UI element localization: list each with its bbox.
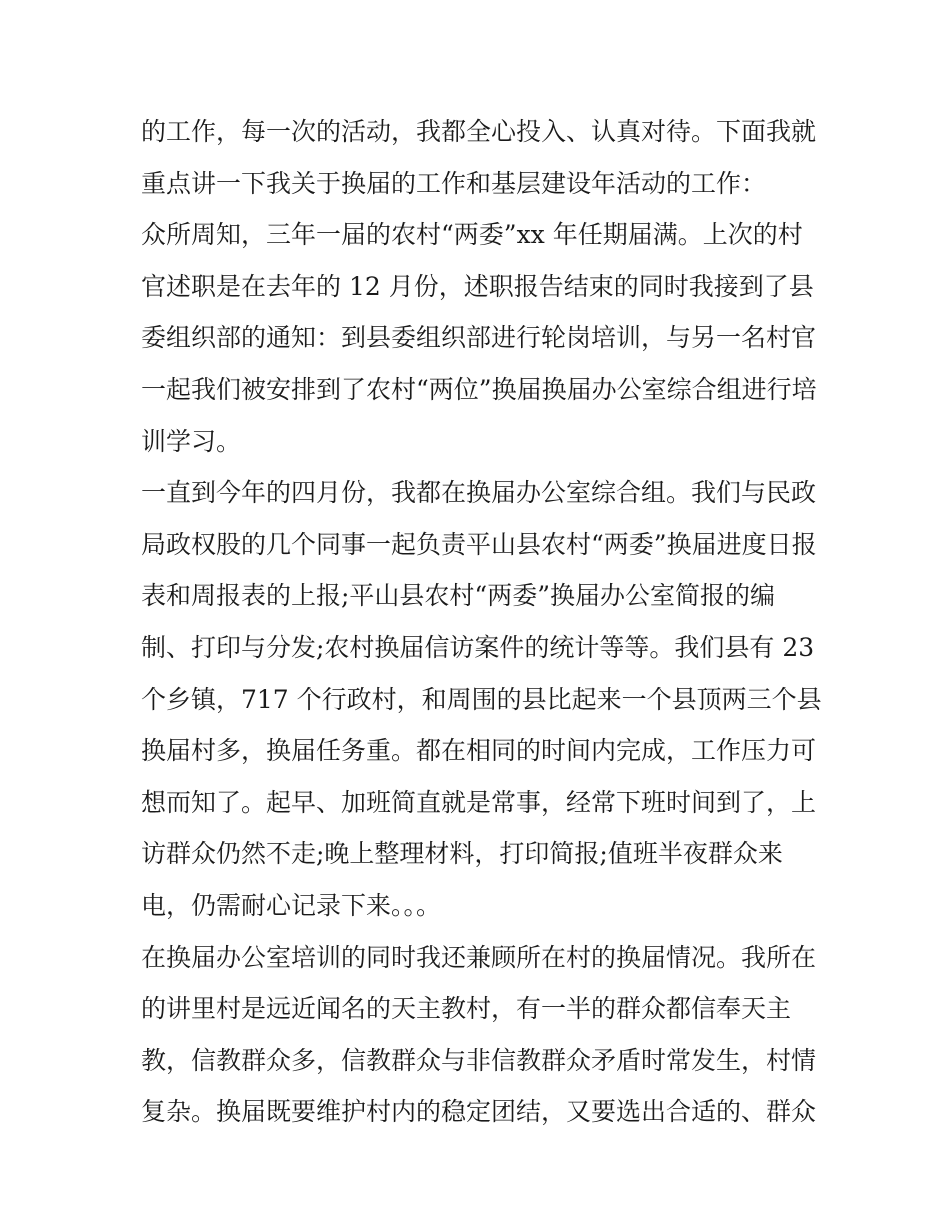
text-line: 教，信教群众多，信教群众与非信教群众矛盾时常发生，村情 [141,1045,817,1075]
text-line: 在换届办公室培训的同时我还兼顾所在村的换届情况。我所在 [141,942,817,972]
body-text [141,106,821,1138]
text-line: 想而知了。起早、加班简直就是常事，经常下班时间到了，上 [141,787,817,817]
text-line: 制、打印与分发;农村换届信访案件的统计等等。我们县有 23 [141,632,815,662]
text-line: 换届村多，换届任务重。都在相同的时间内完成，工作压力可 [141,736,817,766]
text-line: 的讲里村是远近闻名的天主教村，有一半的群众都信奉天主 [141,994,792,1024]
text-line: 官述职是在去年的 12 月份，述职报告结束的同时我接到了县 [141,271,814,301]
text-line: 众所周知，三年一届的农村“两委”xx 年任期届满。上次的村 [141,220,803,250]
text-line: 电，仍需耐心记录下来。。。 [141,890,442,920]
text-line: 训学习。 [141,426,242,456]
text-line: 表和周报表的上报;平山县农村“两委”换届办公室简报的编 [141,581,775,611]
text-line: 一起我们被安排到了农村“两位”换届换届办公室综合组进行培 [141,374,817,404]
text-line: 委组织部的通知：到县委组织部进行轮岗培训，与另一名村官 [141,323,817,353]
text-line: 重点讲一下我关于换届的工作和基层建设年活动的工作： [141,168,767,198]
text-line: 一直到今年的四月份，我都在换届办公室综合组。我们与民政 [141,478,817,508]
text-line: 局政权股的几个同事一起负责平山县农村“两委”换届进度日报 [141,529,817,559]
text-line: 复杂。换届既要维护村内的稳定团结，又要选出合适的、群众 [141,1097,817,1127]
text-line: 的工作，每一次的活动，我都全心投入、认真对待。下面我就 [141,117,817,146]
text-line: 访群众仍然不走;晚上整理材料，打印简报;值班半夜群众来 [141,839,783,869]
text-line: 个乡镇，717 个行政村，和周围的县比起来一个县顶两三个县 [141,684,822,714]
